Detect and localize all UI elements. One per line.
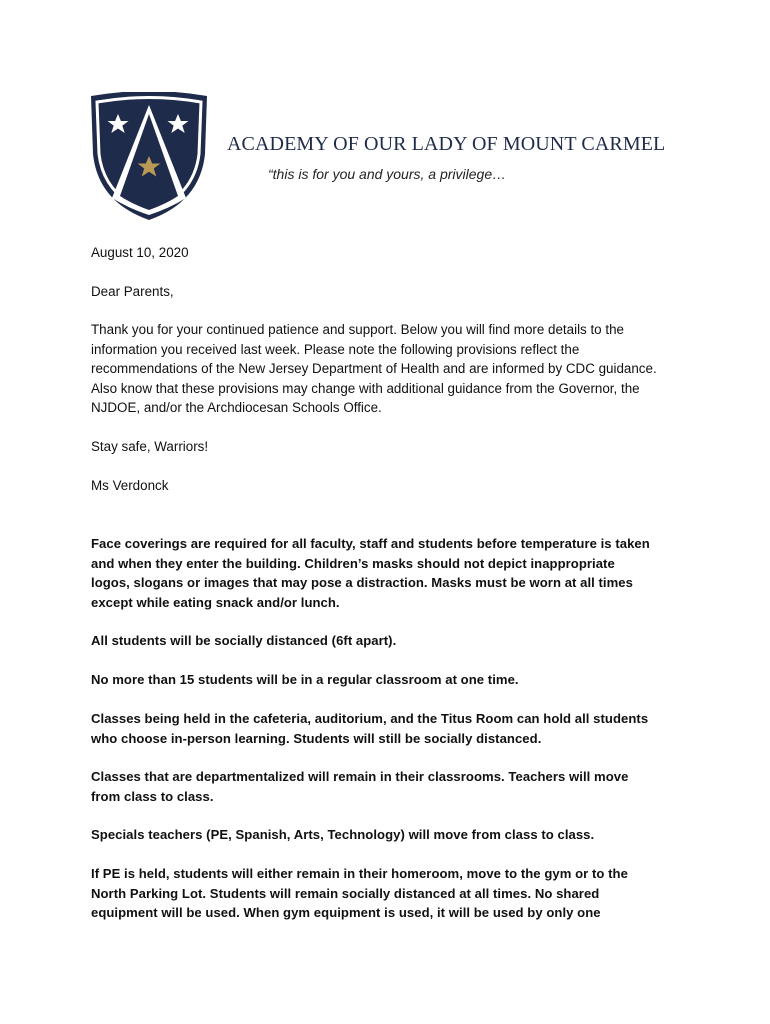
face-coverings-provision — [91, 534, 650, 612]
provision-line: and when they enter the building. Children’s masks should not depict inappropriate — [91, 555, 615, 571]
letter-intro-paragraph — [91, 320, 657, 418]
provision-line: from class to class. — [91, 788, 214, 804]
intro-line: NJDOE, and/or the Archdiocesan Schools Office. — [91, 400, 382, 415]
departmentalized-provision — [91, 767, 628, 806]
school-shield-logo — [88, 92, 210, 222]
provision-line: If PE is held, students will either remain in their homeroom, move to the gym or to the — [91, 866, 628, 881]
intro-line: Also know that these provisions may change with additional guidance from the Governor, the — [91, 380, 640, 396]
intro-line: recommendations of the New Jersey Department of Health and are informed by CDC guidance. — [91, 361, 657, 376]
provision-line: Classes that are departmentalized will remain in their classrooms. Teachers will move — [91, 769, 629, 784]
large-rooms-provision — [91, 709, 648, 748]
provision-line: equipment will be used. When gym equipment is used, it will be used by only one — [91, 905, 601, 920]
class-size-provision: No more than 15 students will be in a regular classroom at one time. — [91, 672, 519, 687]
letter-greeting: Dear Parents, — [91, 284, 174, 299]
provision-line: Face coverings are required for all faculty, staff and students before temperature is taken — [91, 536, 650, 551]
intro-line: Thank you for your continued patience and support. Below you will find more details to the — [91, 322, 624, 337]
intro-line: information you received last week. Please note the following provisions reflect the — [91, 341, 580, 357]
specials-provision: Specials teachers (PE, Spanish, Arts, Technology) will move from class to class. — [91, 827, 595, 842]
provision-line: North Parking Lot. Students will remain socially distanced at all times. No shared — [91, 885, 600, 901]
pe-provision — [91, 864, 628, 923]
letter-signature: Ms Verdonck — [91, 478, 169, 493]
letter-date: August 10, 2020 — [91, 245, 189, 260]
provision-line: logos, slogans or images that may pose a distraction. Masks must be worn at all times — [91, 575, 633, 590]
letter-closing: Stay safe, Warriors! — [91, 439, 209, 454]
school-name: ACADEMY OF OUR LADY OF MOUNT CARMEL — [227, 133, 666, 155]
provision-line: except while eating snack and/or lunch. — [91, 594, 340, 610]
distance-provision: All students will be socially distanced (6ft apart). — [91, 633, 397, 648]
provision-line: Classes being held in the cafeteria, auditorium, and the Titus Room can hold all students — [91, 711, 649, 726]
provision-line: who choose in-person learning. Students will still be socially distanced. — [91, 730, 542, 746]
school-motto: “this is for you and yours, a privilege… — [268, 166, 507, 182]
